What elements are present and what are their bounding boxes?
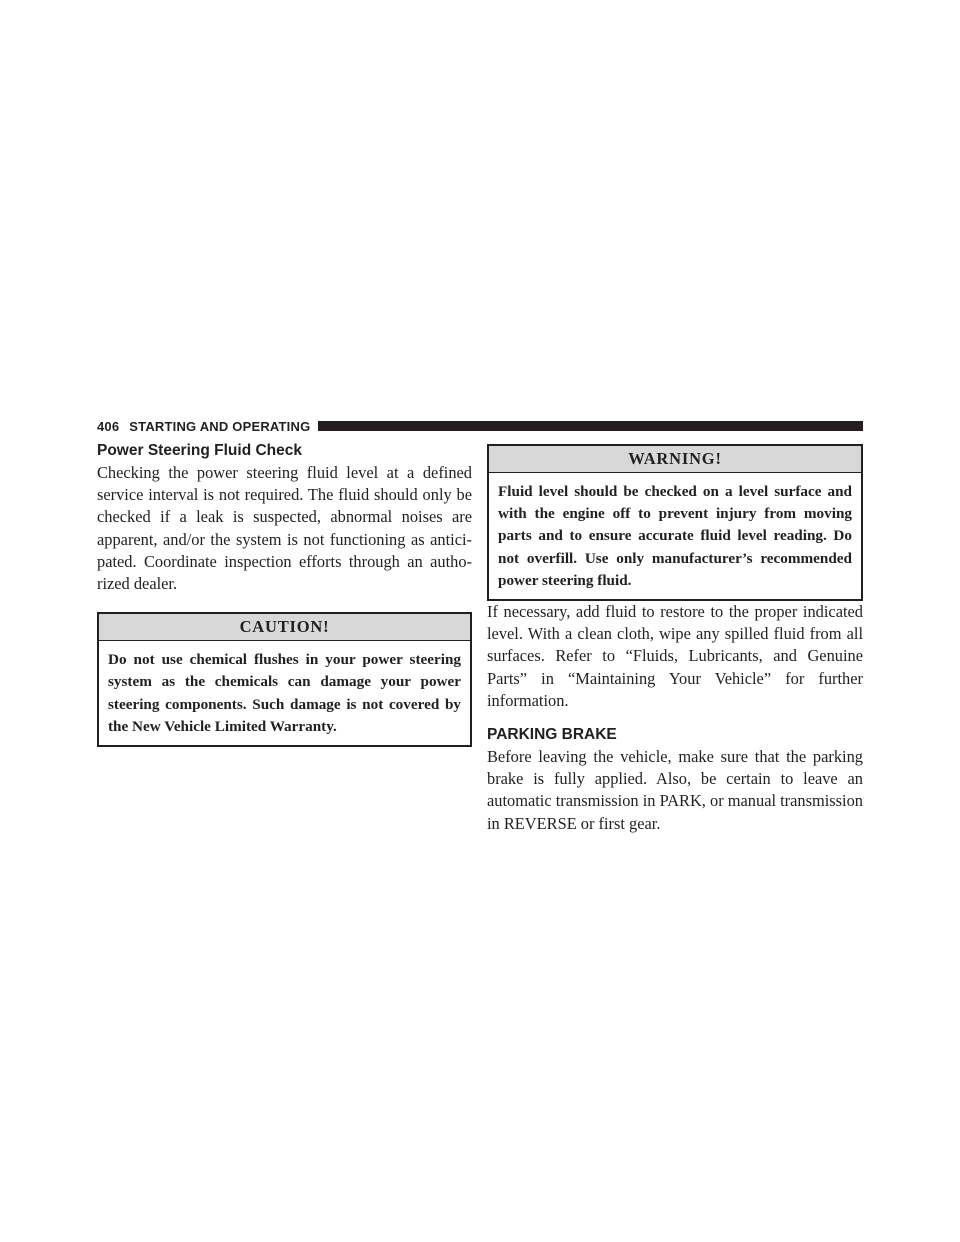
subheading-power-steering: Power Steering Fluid Check	[97, 442, 302, 459]
caution-title: CAUTION!	[99, 614, 470, 641]
parking-brake-heading: PARKING BRAKE	[487, 726, 617, 744]
caution-text: Do not use chemical flushes in your power steering system as the chemicals can damage your power steering components. Such damage is not covered by the New Vehicle Limited Warranty.	[108, 651, 461, 735]
caution-box	[97, 612, 472, 747]
fluid-refill-paragraph: If necessary, add fluid to restore to the proper indicated level. With a clean cloth, wipe any spilled fluid from all surfaces. Refer to “Fluids, Lubricants, and Genuine Parts” in “Maintaining Your Vehicle” for further information.	[487, 602, 863, 710]
header-rule	[318, 421, 863, 431]
parking-brake-paragraph: Before leaving the vehicle, make sure that the parking brake is fully applied. Also, be certain to leave an automatic transmission in PARK, or manual transmission in REVERSE or first gear.	[487, 747, 863, 833]
warning-text: Fluid level should be checked on a level surface and with the engine off to prevent injury from moving parts and to ensure accurate fluid level reading. Do not overfill. Use only manufacturer’s recommended power steering fluid.	[498, 483, 852, 589]
section-title: STARTING AND OPERATING	[129, 418, 311, 434]
page-number: 406	[97, 418, 120, 434]
warning-box	[487, 444, 863, 601]
power-steering-paragraph: Checking the power steering fluid level at a defined service interval is not required. The fluid should only be checked if a leak is suspected, abnormal noises are apparent, and/or the system is not functioning as anticipated. Coordinate inspection efforts through an authorized dealer.	[97, 463, 472, 594]
page-header	[97, 418, 863, 434]
left-column	[97, 440, 472, 747]
warning-title: WARNING!	[489, 446, 861, 473]
right-column	[487, 444, 863, 835]
